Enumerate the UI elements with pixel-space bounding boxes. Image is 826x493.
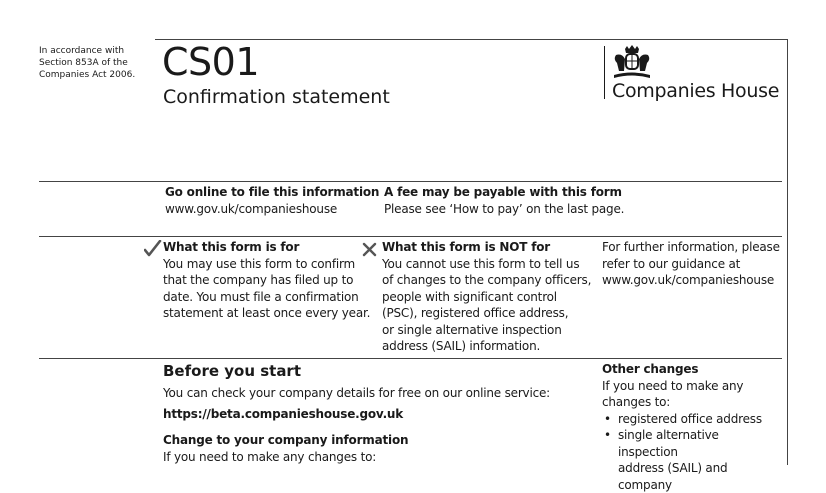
fee-title: A fee may be payable with this form bbox=[384, 184, 624, 201]
checkmark-icon bbox=[144, 240, 162, 257]
other-changes-list bbox=[602, 411, 782, 493]
companies-house-link[interactable]: https://beta.companieshouse.gov.uk bbox=[163, 406, 403, 423]
royal-crest-icon bbox=[612, 45, 652, 79]
rule-2 bbox=[39, 236, 782, 237]
form-not-for-line: You cannot use this form to tell us bbox=[382, 256, 591, 273]
form-not-for-line: people with significant control bbox=[382, 289, 591, 306]
rule-1 bbox=[39, 181, 782, 182]
change-info-text: If you need to make any changes to: bbox=[163, 449, 376, 466]
brand-divider bbox=[604, 46, 605, 99]
form-title: Confirmation statement bbox=[163, 85, 390, 109]
form-for-line: statement at least once every year. bbox=[163, 305, 370, 322]
other-changes-title: Other changes bbox=[602, 361, 782, 378]
fee-text: Please see ‘How to pay’ on the last page. bbox=[384, 201, 624, 218]
legal-note: In accordance with Section 853A of the Companies Act 2006. bbox=[39, 45, 149, 81]
cross-icon bbox=[362, 242, 377, 257]
list-item: • registered office address bbox=[602, 411, 782, 428]
online-title: Go online to file this information bbox=[165, 184, 379, 201]
guidance-link[interactable]: www.gov.uk/companieshouse bbox=[602, 272, 780, 289]
before-start-text: You can check your company details for free on our online service: bbox=[163, 385, 550, 402]
list-item: • single alternative inspection address (SAIL) and company bbox=[602, 427, 782, 493]
form-code: CS01 bbox=[162, 40, 259, 84]
form-not-for-line: (PSC), registered office address, bbox=[382, 305, 591, 322]
brand-name: Companies House bbox=[612, 79, 779, 103]
form-for-title: What this form is for bbox=[163, 239, 370, 256]
form-not-for-line: of changes to the company officers, bbox=[382, 272, 591, 289]
fee-section bbox=[384, 184, 624, 217]
other-changes: Other changes If you need to make any changes to: • registered office address • single alternative inspection address (SAIL) and company bbox=[602, 361, 782, 493]
form-for-line: that the company has filed up to bbox=[163, 272, 370, 289]
form-not-for-line: or single alternative inspection bbox=[382, 322, 591, 339]
form-not-for-title: What this form is NOT for bbox=[382, 239, 591, 256]
before-start-title: Before you start bbox=[163, 361, 301, 381]
form-not-for-line: address (SAIL) information. bbox=[382, 338, 591, 355]
form-for-line: You may use this form to confirm bbox=[163, 256, 370, 273]
form-for-section bbox=[163, 239, 370, 322]
rule-3 bbox=[39, 358, 782, 359]
right-border bbox=[787, 39, 788, 465]
change-info-heading: Change to your company information bbox=[163, 432, 408, 449]
online-url[interactable]: www.gov.uk/companieshouse bbox=[165, 201, 379, 218]
online-section bbox=[165, 184, 379, 217]
form-for-line: date. You must file a confirmation bbox=[163, 289, 370, 306]
form-not-for-section bbox=[382, 239, 591, 355]
further-info: For further information, please refer to our guidance at www.gov.uk/companieshouse bbox=[602, 239, 780, 289]
